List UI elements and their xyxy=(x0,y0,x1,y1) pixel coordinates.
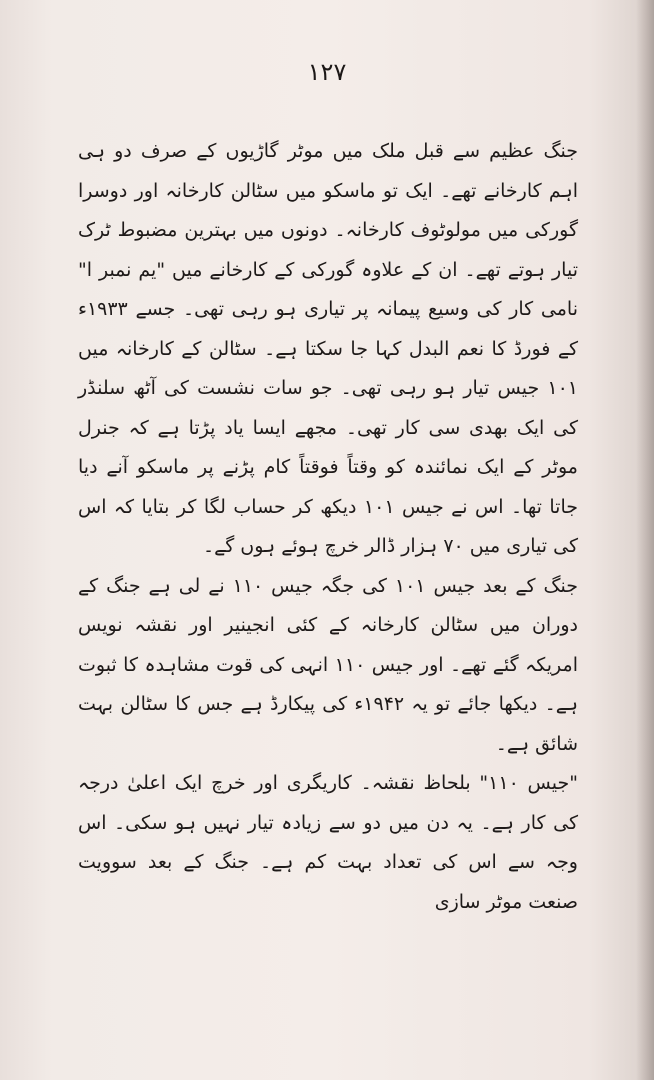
paragraph-1: جنگ عظیم سے قبل ملک میں موٹر گاڑیوں کے صرف دو ہی اہم کارخانے تھے۔ ایک تو ماسکو میں سٹالن کارخانہ اور دوسرا گورکی میں مولوٹوف کارخانہ۔ دونوں میں بہترین مضبوط ٹرک تیار ہوتے تھے۔ ان کے علاوہ گورکی کے کارخانے میں "یم نمبر ا" نامی کار کی وسیع پیمانہ پر تیاری ہو رہی تھی۔ جسے ۱۹۳۳ء کے فورڈ کا نعم البدل کہا جا سکتا ہے۔ سٹالن کے کارخانہ میں ۱۰۱ جیس تیار ہو رہی تھی۔ جو سات نشست کی آٹھ سلنڈر کی ایک بھدی سی کار تھی۔ مجھے ایسا یاد پڑتا ہے کہ جنرل موٹر کے ایک نمائندہ کو وقتاً فوقتاً کام پڑنے پر ماسکو آنے دیا جاتا تھا۔ اس نے جیس ۱۰۱ دیکھ کر حساب لگا کر بتایا کہ اس کی تیاری میں ۷۰ ہزار ڈالر خرچ ہوئے ہوں گے۔ xyxy=(78,140,578,557)
body-text xyxy=(78,132,578,922)
paragraph-2: جنگ کے بعد جیس ۱۰۱ کی جگہ جیس ۱۱۰ نے لی ہے جنگ کے دوران میں سٹالن کارخانہ کے کئی انجینیر اور نقشہ نویس امریکہ گئے تھے۔ اور جیس ۱۱۰ انہی کی قوت مشاہدہ کا ثبوت ہے۔ دیکھا جائے تو یہ ۱۹۴۲ء کی پیکارڈ ہے جس کا سٹالن بہت شائق ہے۔ xyxy=(78,574,579,755)
paragraph-3: "جیس ۱۱۰" بلحاظ نقشہ۔ کاریگری اور خرچ ایک اعلیٰ درجہ کی کار ہے۔ یہ دن میں دو سے زیادہ تیار نہیں ہو سکی۔ اس وجہ سے اس کی تعداد بہت کم ہے۔ جنگ کے بعد سوویت صنعت موٹر سازی xyxy=(78,772,578,913)
page-number: ۱۲۷ xyxy=(307,58,347,86)
page-spine-shadow xyxy=(636,0,654,1080)
